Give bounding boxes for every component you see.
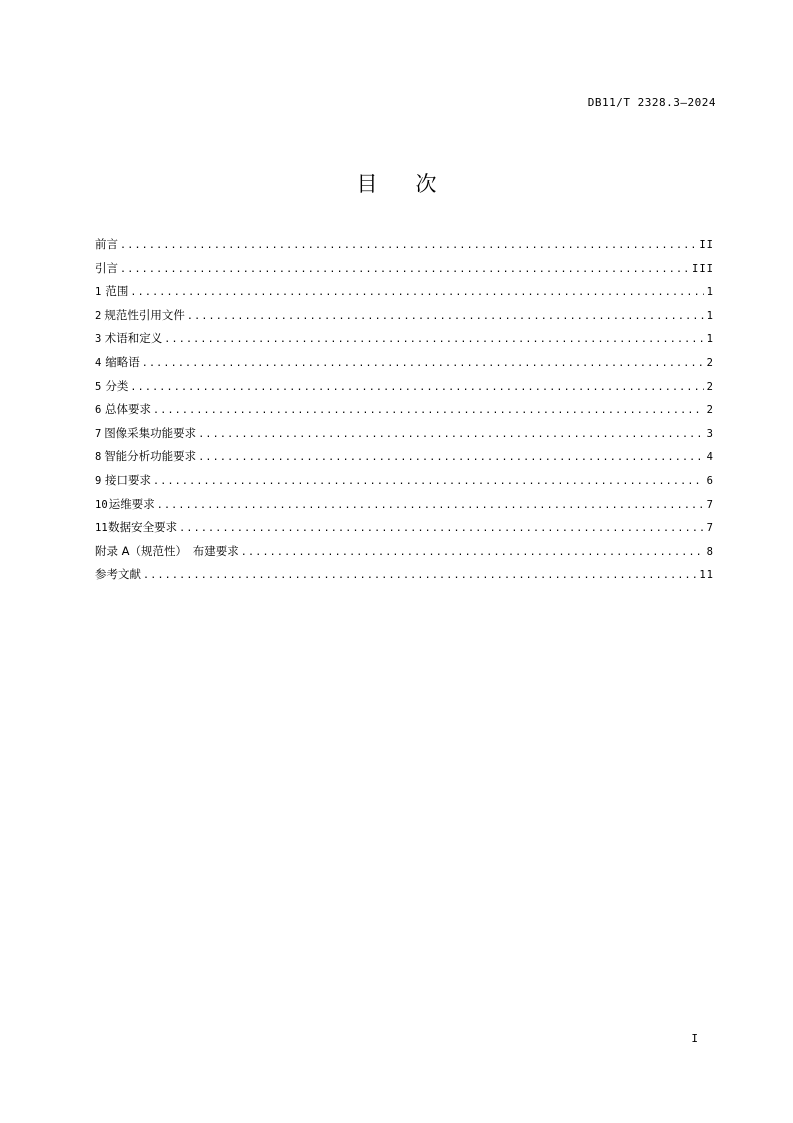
toc-dot-leader bbox=[241, 541, 704, 565]
toc-entry-number: 1 bbox=[95, 286, 102, 299]
toc-entry-page: 6 bbox=[706, 474, 714, 487]
toc-entry-page: 1 bbox=[706, 286, 714, 299]
toc-dot-leader bbox=[142, 352, 704, 376]
toc-entry-page: 4 bbox=[706, 451, 714, 464]
toc-entry-label: 前言 bbox=[95, 237, 118, 251]
document-code: DB11/T 2328.3—2024 bbox=[587, 96, 716, 109]
toc-entry-scope[interactable] bbox=[95, 280, 714, 304]
toc-entry-appendix-a[interactable] bbox=[95, 540, 714, 564]
toc-entry-terms-definitions[interactable] bbox=[95, 327, 714, 351]
toc-entry-label: 术语和定义 bbox=[104, 331, 163, 346]
toc-dot-leader bbox=[153, 470, 704, 494]
toc-entry-number: 11 bbox=[95, 522, 108, 535]
toc-entry-label: 引言 bbox=[95, 260, 118, 275]
toc-entry-label: 参考文献 bbox=[95, 567, 141, 582]
toc-entry-introduction[interactable] bbox=[95, 257, 714, 281]
toc-entry-number: 2 bbox=[95, 309, 102, 322]
toc-entry-number: 3 bbox=[95, 333, 102, 346]
toc-entry-page: 2 bbox=[706, 380, 714, 393]
toc-entry-page: 1 bbox=[706, 333, 714, 346]
toc-entry-page: 2 bbox=[706, 356, 714, 369]
toc-dot-leader bbox=[198, 423, 703, 447]
page-title: 目次 bbox=[356, 172, 475, 196]
toc-dot-leader bbox=[198, 446, 703, 470]
toc-entry-interface[interactable] bbox=[95, 469, 714, 493]
toc-entry-number: 7 bbox=[95, 427, 102, 440]
toc-entry-number: 4 bbox=[95, 356, 102, 369]
toc-entry-label: 分类 bbox=[105, 378, 129, 393]
toc-entry-page: III bbox=[692, 262, 714, 275]
toc-entry-page: 7 bbox=[706, 522, 714, 535]
toc-dot-leader bbox=[130, 376, 703, 400]
toc-dot-leader bbox=[153, 399, 704, 423]
toc-entry-number: 9 bbox=[95, 474, 102, 487]
toc-entry-bibliography[interactable] bbox=[95, 563, 714, 587]
toc-dot-leader bbox=[143, 564, 696, 588]
toc-entry-label: 图像采集功能要求 bbox=[104, 425, 197, 440]
toc-entry-label: 缩略语 bbox=[105, 354, 140, 369]
toc-entry-label: 规范性引用文件 bbox=[104, 307, 185, 322]
toc-entry-number: 10 bbox=[95, 498, 108, 511]
toc-entry-label: 总体要求 bbox=[105, 402, 152, 417]
toc-entry-foreword[interactable] bbox=[95, 233, 714, 257]
toc-entry-general-requirements[interactable] bbox=[95, 398, 714, 422]
toc-entry-number: 6 bbox=[95, 404, 102, 417]
toc-entry-page: 11 bbox=[699, 569, 714, 582]
toc-entry-label: 范围 bbox=[105, 284, 129, 299]
toc-entry-page: 3 bbox=[706, 427, 714, 440]
table-of-contents bbox=[95, 233, 714, 587]
toc-entry-label: 运维要求 bbox=[108, 496, 155, 511]
toc-entry-label: 智能分析功能要求 bbox=[104, 449, 197, 464]
toc-dot-leader bbox=[120, 258, 689, 282]
toc-entry-page: 7 bbox=[706, 498, 714, 511]
toc-dot-leader bbox=[187, 305, 704, 329]
toc-entry-abbreviations[interactable] bbox=[95, 351, 714, 375]
toc-dot-leader bbox=[164, 328, 703, 352]
toc-entry-label: 数据安全要求 bbox=[108, 520, 178, 535]
toc-entry-classification[interactable] bbox=[95, 375, 714, 399]
toc-dot-leader bbox=[179, 517, 704, 541]
toc-entry-page: 2 bbox=[706, 404, 714, 417]
toc-entry-data-security[interactable] bbox=[95, 516, 714, 540]
toc-entry-intelligent-analysis[interactable] bbox=[95, 445, 714, 469]
page-number: I bbox=[691, 1032, 698, 1045]
toc-entry-page: 8 bbox=[706, 545, 714, 558]
toc-dot-leader bbox=[120, 234, 696, 258]
toc-entry-normative-references[interactable] bbox=[95, 304, 714, 328]
toc-dot-leader bbox=[157, 494, 704, 518]
toc-entry-label: 接口要求 bbox=[105, 472, 152, 487]
toc-entry-image-capture[interactable] bbox=[95, 422, 714, 446]
toc-entry-operations[interactable] bbox=[95, 493, 714, 517]
toc-entry-number: 8 bbox=[95, 451, 102, 464]
toc-dot-leader bbox=[130, 281, 703, 305]
toc-entry-page: II bbox=[699, 239, 714, 251]
toc-entry-number: 5 bbox=[95, 380, 102, 393]
toc-entry-page: 1 bbox=[706, 309, 714, 322]
toc-entry-label: 附录 A（规范性） 布建要求 bbox=[95, 543, 239, 558]
